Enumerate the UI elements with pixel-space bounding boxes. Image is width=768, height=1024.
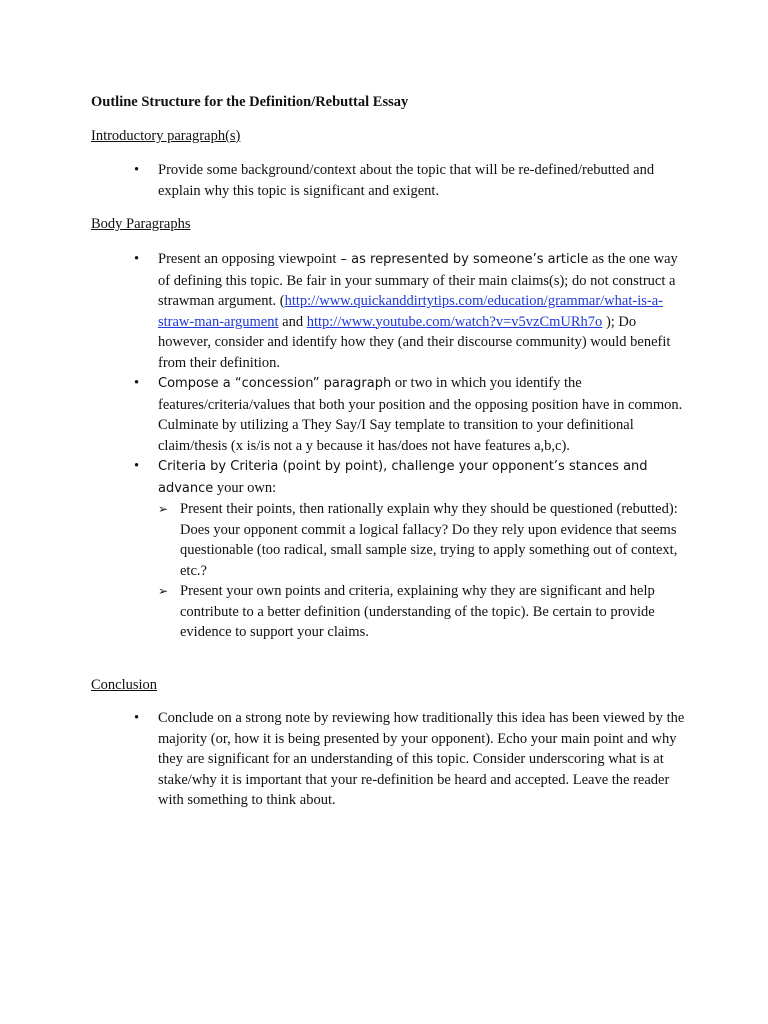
- list-item: [134, 373, 688, 456]
- item1-text-c: as the one way of defining this topic. Be fair in your summary of their main claims(s); do not construct a strawman argument. (: [158, 251, 678, 309]
- intro-list: [134, 160, 688, 201]
- conclusion-heading: Conclusion: [91, 677, 158, 693]
- sub-list-item: [158, 581, 688, 643]
- list-item: [134, 249, 688, 373]
- body-list: [134, 249, 688, 643]
- item3-text-b: your own:: [213, 479, 277, 496]
- bullet-icon: •: [134, 710, 140, 726]
- item3-sublist: [158, 499, 688, 643]
- bullet-icon: •: [134, 458, 140, 474]
- arrow-bullet-icon: ➢: [158, 502, 169, 516]
- conclusion-bullet-text: Conclude on a strong note by reviewing how traditionally this idea has been viewed by the majority (or, how it is being presented by your opponent). Echo your main point and why they are significant for an understanding of this topic. Consider underscoring what is at stake/why it is important that your re-definition be heard and accepted. Leave the reader with something to think about.: [158, 710, 685, 808]
- sub2-text: Present your own points and criteria, explaining why they are significant and help contribute to a better definition (understanding of the topic). Be certain to provide evidence to support your claims.: [180, 583, 655, 640]
- item1-text-e: ); Do however, consider and identify how they (and their discourse community) would benefit from their definition.: [158, 313, 671, 371]
- intro-bullet-text: Provide some background/context about the topic that will be re-defined/rebutted and explain why this topic is significant and exigent.: [158, 162, 655, 199]
- conclusion-list: [134, 708, 688, 811]
- bullet-icon: •: [134, 162, 140, 178]
- body-heading: Body Paragraphs: [91, 216, 191, 232]
- youtube-link[interactable]: http://www.youtube.com/watch?v=v5vzCmURh7o: [306, 313, 603, 330]
- item2-text-b: or two in which you identify the features/criteria/values that both your position and the opposing position have in common. Culminate by utilizing a They Say/I Say template to transition to your definitional claim/thesis (x is/is not a y because it has/does not have features a,b,c).: [158, 375, 683, 454]
- item1-text-d: and: [278, 313, 307, 330]
- arrow-bullet-icon: ➢: [158, 584, 169, 598]
- item3-text-a: Criteria by Criteria (point by point), challenge your opponent’s stances and advance: [158, 459, 648, 496]
- list-item: [134, 708, 688, 811]
- straw-man-link[interactable]: http://www.quickanddirtytips.com/education/grammar/what-is-a-straw-man-argument: [158, 293, 663, 330]
- item1-text-b: – as represented by someone’s article: [336, 252, 589, 267]
- list-item: [134, 160, 688, 201]
- list-item: [134, 456, 688, 643]
- sub1-text: Present their points, then rationally explain why they should be questioned (rebutted): Does your opponent commit a logical fallacy? Do they rely upon evidence that seems questionable (too radical, small sample size, trying to apply something out of context, etc.?: [180, 501, 678, 579]
- bullet-icon: •: [134, 251, 140, 267]
- item2-text-a: Compose a “concession” paragraph: [158, 376, 392, 391]
- intro-heading: Introductory paragraph(s): [91, 128, 241, 144]
- sub-list-item: [158, 499, 688, 581]
- item1-text-a: Present an opposing viewpoint: [158, 251, 337, 267]
- bullet-icon: •: [134, 375, 140, 391]
- document-title: Outline Structure for the Definition/Rebuttal Essay: [91, 94, 409, 110]
